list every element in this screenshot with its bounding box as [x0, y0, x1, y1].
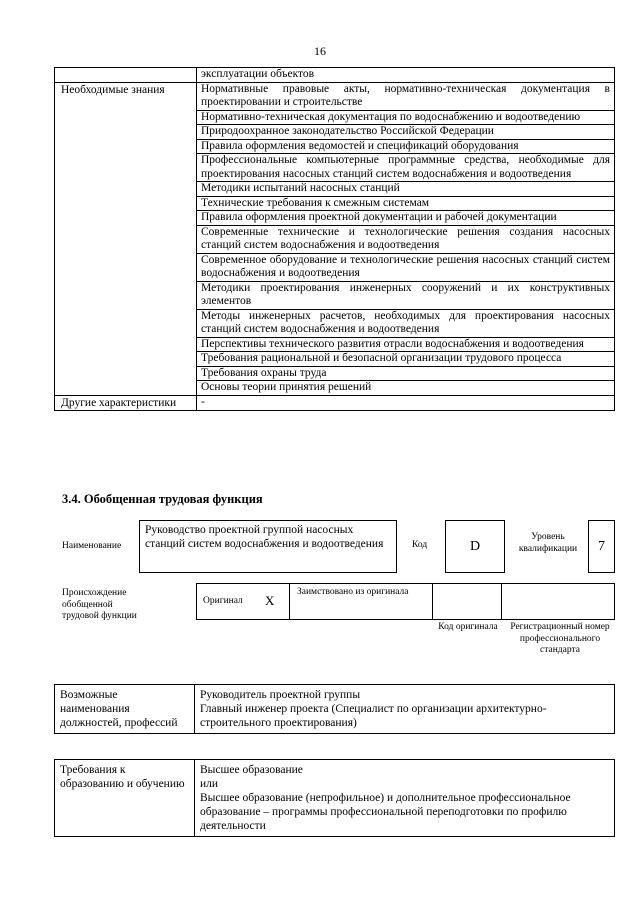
- knowledge-item: Нормативные правовые акты, нормативно-техническая документация в проектировании и строительстве: [197, 82, 615, 110]
- level-value: 7: [588, 520, 615, 573]
- knowledge-item: Методики проектирования инженерных сооружений и их конструктивных элементов: [197, 281, 615, 309]
- section-title: 3.4. Обобщенная трудовая функция: [62, 492, 263, 506]
- original-mark: X: [265, 593, 275, 608]
- level-label: Уровень квалификации: [518, 532, 578, 554]
- education-line: или: [200, 778, 219, 790]
- code-label: Код: [412, 540, 428, 550]
- divider: [289, 584, 290, 619]
- code-value: D: [445, 520, 505, 573]
- positions-value: [195, 685, 615, 734]
- knowledge-item: Профессиональные компьютерные программные средства, необходимые для проектирования насосных станций систем водоснабжения и водоотведения: [197, 154, 615, 182]
- knowledge-label: Необходимые знания: [55, 82, 197, 395]
- top-row-text: эксплуатации объектов: [197, 68, 615, 83]
- education-value: [195, 760, 615, 837]
- positions-label: Возможные наименования должностей, профессий: [55, 685, 195, 734]
- origin-box: [196, 583, 615, 620]
- divider: [501, 584, 502, 619]
- education-table: [54, 759, 615, 837]
- other-value: -: [197, 395, 615, 411]
- positions-table: [54, 684, 615, 734]
- borrowed-label: Заимствовано из оригинала: [297, 587, 409, 597]
- knowledge-item: Требования рациональной и безопасной организации трудового процесса: [197, 352, 615, 367]
- knowledge-item: Природоохранное законодательство Российской Федерации: [197, 125, 615, 140]
- original-label: Оригинал: [203, 596, 243, 606]
- divider: [432, 584, 433, 619]
- name-label: Наименование: [62, 541, 122, 551]
- knowledge-item: Требования охраны труда: [197, 366, 615, 381]
- knowledge-item: Перспективы технического развития отрасли водоснабжения и водоотведения: [197, 337, 615, 352]
- empty-cell: [55, 68, 197, 83]
- knowledge-item: Правила оформления ведомостей и спецификаций оборудования: [197, 139, 615, 154]
- knowledge-item: Технические требования к смежным системам: [197, 196, 615, 211]
- knowledge-item: Современные технические и технологические решения создания насосных станций систем водоснабжения и водоотведения: [197, 225, 615, 253]
- page-number: 16: [314, 44, 326, 58]
- knowledge-item: Методы инженерных расчетов, необходимых для проектирования насосных станций систем водоснабжения и водоотведения: [197, 309, 615, 337]
- knowledge-table: [54, 67, 615, 411]
- knowledge-item: Правила оформления проектной документации и рабочей документации: [197, 211, 615, 226]
- reg-caption: Регистрационный номер профессионального стандарта: [510, 622, 610, 655]
- table-row: [55, 82, 615, 110]
- knowledge-item: Нормативно-техническая документация по водоснабжению и водоотведению: [197, 110, 615, 125]
- table-row: [55, 395, 615, 411]
- knowledge-item: Современное оборудование и технологические решения насосных станций систем водоснабжения и водоотведения: [197, 253, 615, 281]
- table-row: [55, 685, 615, 734]
- position-line: Главный инженер проекта (Специалист по организации архитектурно-строительного проектирования): [200, 703, 547, 729]
- education-line: Высшее образование (непрофильное) и дополнительное профессиональное образование – программы профессиональной переподготовки по профилю деятельности: [200, 792, 571, 832]
- name-value: Руководство проектной группой насосных станций систем водоснабжения и водоотведения: [139, 520, 397, 573]
- knowledge-item: Основы теории принятия решений: [197, 381, 615, 396]
- knowledge-item: Методики испытаний насосных станций: [197, 182, 615, 197]
- position-line: Руководитель проектной группы: [200, 689, 361, 701]
- education-line: Высшее образование: [200, 764, 303, 776]
- table-row: [55, 68, 615, 83]
- origin-label: Происхождение обобщенной трудовой функции: [62, 588, 137, 621]
- code-caption: Код оригинала: [438, 622, 498, 632]
- education-label: Требования к образованию и обучению: [55, 760, 195, 837]
- other-label: Другие характеристики: [55, 395, 197, 411]
- table-row: [55, 760, 615, 837]
